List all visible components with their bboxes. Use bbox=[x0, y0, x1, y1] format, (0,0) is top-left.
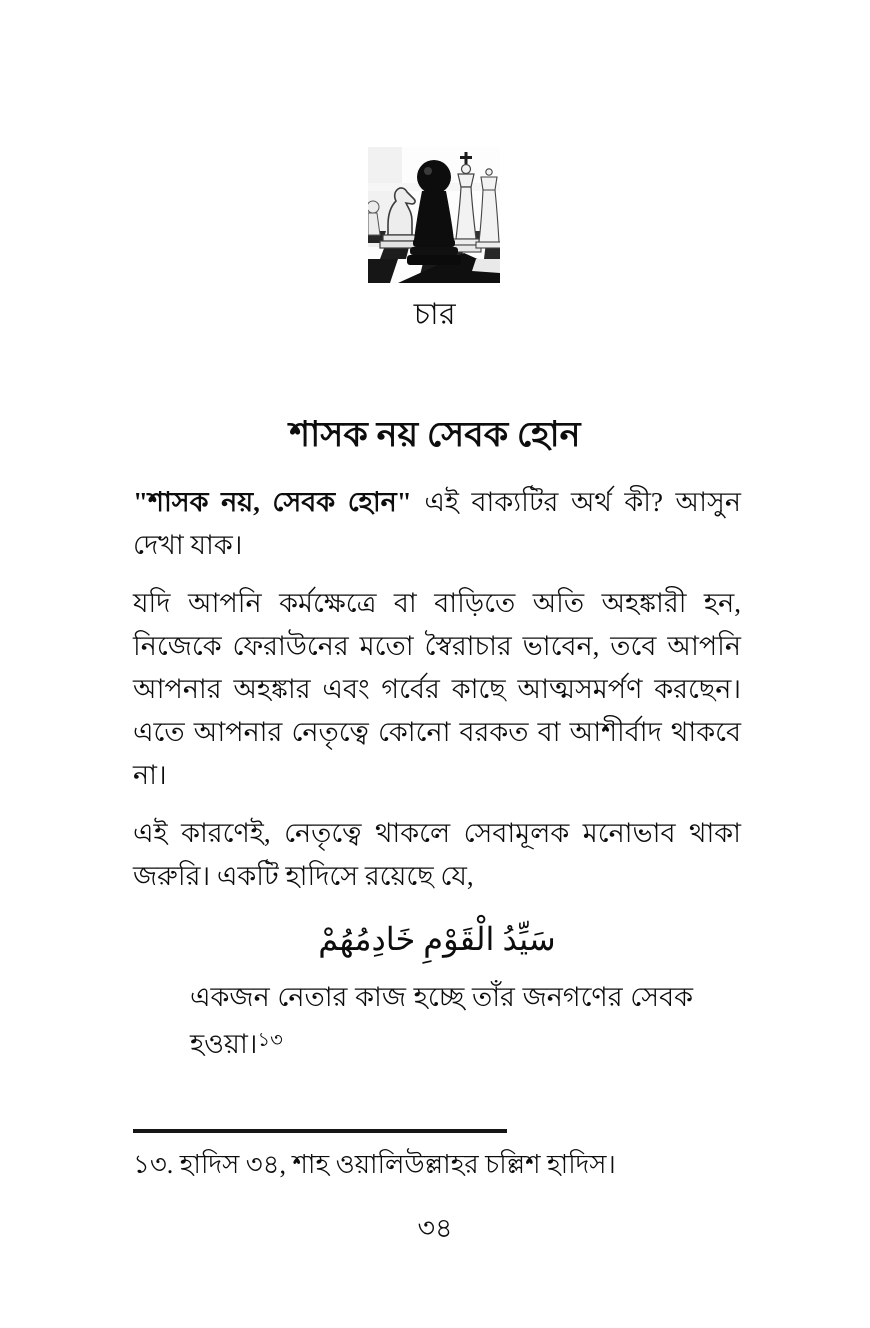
footnote-reference-marker: ১৩ bbox=[257, 1030, 283, 1051]
hadith-translation-text: একজন নেতার কাজ হচ্ছে তাঁর জনগণের সেবক হওয়া। bbox=[190, 982, 693, 1059]
footnote-section bbox=[133, 1129, 741, 1182]
chapter-number: চার bbox=[413, 298, 457, 331]
chess-pieces-image bbox=[368, 147, 500, 283]
paragraph-intro bbox=[133, 481, 741, 567]
paragraph-arrogance: যদি আপনি কর্মক্ষেত্রে বা বাড়িতে অতি অহঙ্কারী হন, নিজেকে ফেরাউনের মতো স্বৈরাচার ভাবেন, তবে আপনি আপনার অহঙ্কার এবং গর্বের কাছে আত্মসমর্পণ করছেন। এতে আপনার নেতৃত্বে কোনো বরকত বা আশীর্বাদ থাকবে না। bbox=[133, 588, 741, 790]
paragraph-service-mindset: এই কারণেই, নেতৃত্বে থাকলে সেবামূলক মনোভাব থাকা জরুরি। একটি হাদিসে রয়েছে যে, bbox=[133, 818, 741, 891]
quoted-phrase: "শাসক নয়, সেবক হোন" bbox=[133, 487, 412, 517]
hadith-translation bbox=[133, 976, 741, 1066]
footnote-text: ১৩. হাদিস ৩৪, শাহ ওয়ালিউল্লাহর চল্লিশ হাদিস। bbox=[133, 1150, 616, 1179]
chess-pieces-illustration bbox=[368, 147, 500, 283]
body-text-column bbox=[133, 481, 741, 1081]
arabic-hadith-quote: سَيِّدُ الْقَوْمِ خَادِمُهُمْ bbox=[318, 921, 556, 957]
footnote-divider-rule bbox=[133, 1129, 507, 1133]
paragraph-intro-rest: এই বাক্যটির অর্থ কী? আসুন দেখা যাক। bbox=[133, 487, 742, 560]
chapter-title: শাসক নয় সেবক হোন bbox=[289, 415, 581, 455]
page-number: ৩৪ bbox=[417, 1213, 453, 1243]
